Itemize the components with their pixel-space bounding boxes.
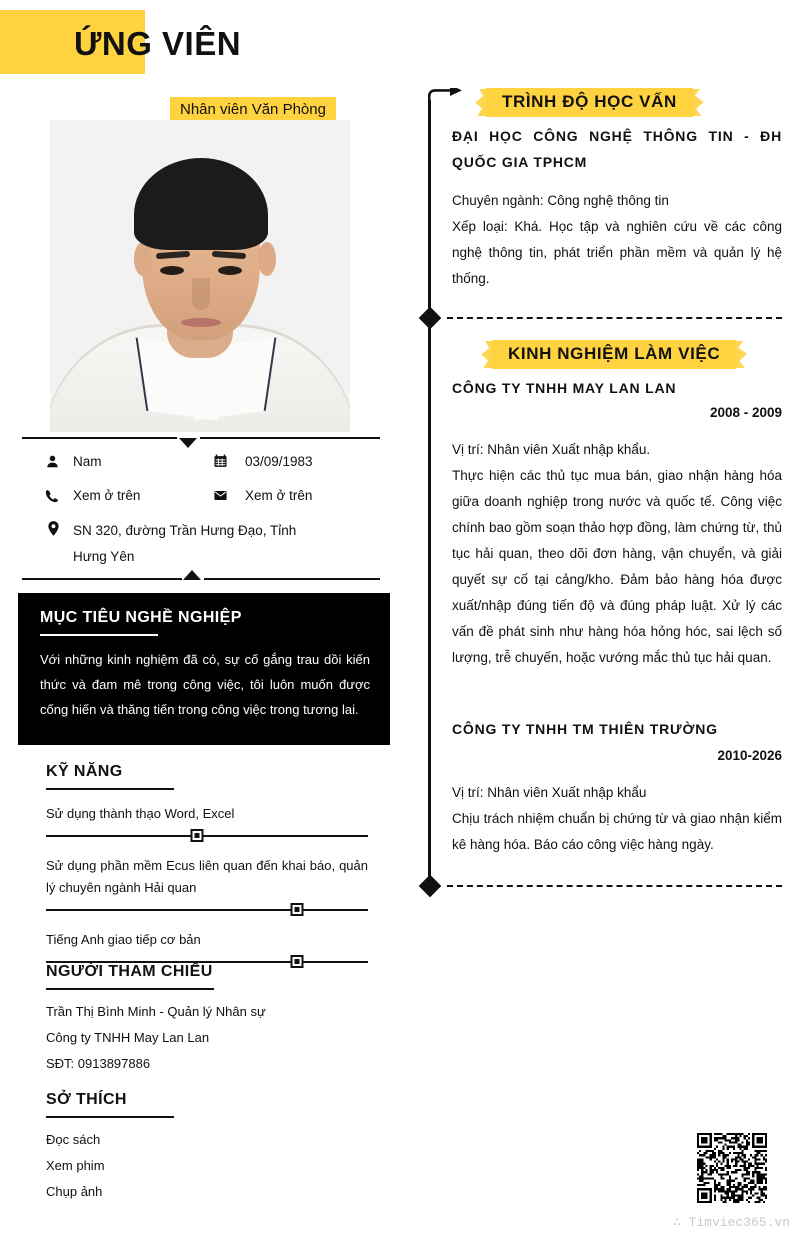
job-company-1: CÔNG TY TNHH TM THIÊN TRƯỜNG [452, 721, 718, 737]
job-position-1: Vị trí: Nhân viên Xuất nhập khẩu [452, 785, 647, 800]
hobbies-title: SỞ THÍCH [46, 1091, 127, 1108]
references-rule [46, 988, 214, 990]
contact-phone: Xem ở trên [73, 488, 141, 503]
skill-slider-0[interactable] [46, 829, 368, 843]
photo-ear-right [258, 242, 276, 276]
hobby-item-1: Xem phim [46, 1158, 105, 1173]
career-objective-text: Với những kinh nghiệm đã có, sự cố gắng trau dồi kiến thức và đam mê trong công việc, tôi luôn muốn được cống hiến và thăng tiến trong công việc trong tương lai. [40, 652, 370, 717]
career-objective-title: MỤC TIÊU NGHỀ NGHIỆP [40, 609, 242, 626]
job-period-0: 2008 - 2009 [709, 405, 782, 420]
reference-line-1: Công ty TNHH May Lan Lan [46, 1030, 210, 1045]
hobbies-rule [46, 1116, 174, 1118]
location-pin-icon [48, 521, 59, 536]
contact-divider-left [22, 437, 177, 439]
education-title: TRÌNH ĐỘ HỌC VẤN [486, 88, 693, 117]
timeline-marker-top [419, 307, 442, 330]
divider-caret-up-icon [183, 570, 201, 580]
photo-nose [192, 278, 210, 310]
job-company-0: CÔNG TY TNHH MAY LAN LAN [452, 380, 677, 396]
education-detail: Xếp loại: Khá. Học tập và nghiên cứu về các công nghệ thông tin, phát triển phần mềm và quản lý hệ thống. [452, 219, 782, 286]
timeline-axis [428, 100, 431, 890]
timeline-marker-bottom [419, 875, 442, 898]
contact-address: SN 320, đường Trần Hưng Đạo, Tỉnh Hưng Yên [73, 523, 297, 564]
experience-title: KINH NGHIỆM LÀM VIỆC [492, 340, 736, 369]
job-title-badge: Nhân viên Văn Phòng [170, 97, 336, 123]
divider-caret-down-icon [179, 438, 197, 448]
person-icon [46, 455, 59, 468]
skill-slider-1[interactable] [46, 903, 368, 917]
job-description-0: Thực hiện các thủ tục mua bán, giao nhận hàng hóa giữa doanh nghiệp trong nước và quốc tế. Công việc chính bao gồm soạn thảo hợp đồng, làm chứng từ, thủ tục hải quan, theo dõi đơn hàng, vận chuyển, và giải quyết sự cố tại cảng/kho. Đảm bảo hàng hóa được xuất/nhập đúng tiến độ và đúng pháp luật. Xử lý các vấn đề phát sinh như hàng hóa hỏng hóc, sai lệch số lượng, trễ chuyến, hoặc vướng mắc thủ tục hải quan. [452, 468, 782, 665]
hobbies-list [46, 1127, 376, 1205]
reference-line-2: SĐT: 0913897886 [46, 1056, 151, 1071]
career-objective-section [18, 593, 390, 745]
timeline-arrow-icon [428, 88, 464, 114]
contact-birthday: 03/09/1983 [245, 454, 313, 469]
skill-knob-1[interactable] [291, 903, 304, 916]
photo-eye-left [160, 266, 184, 275]
skill-label-2: Tiếng Anh giao tiếp cơ bản [46, 932, 201, 947]
reference-line-0: Trần Thị Bình Minh - Quản lý Nhân sự [46, 1004, 266, 1019]
objective-divider-right [204, 578, 380, 580]
photo-mouth [181, 318, 221, 327]
footer-brand: ∴ Timviec365.vn [672, 1215, 790, 1230]
skills-rule [46, 788, 174, 790]
qr-code-icon [697, 1133, 767, 1203]
references-title: NGƯỜI THAM CHIẾU [46, 963, 213, 980]
phone-icon [45, 489, 59, 503]
education-school: ĐẠI HỌC CÔNG NGHỆ THÔNG TIN - ĐH QUỐC GIA TPHCM [452, 128, 782, 170]
references-list [46, 999, 376, 1077]
job-position-0: Vị trí: Nhân viên Xuất nhập khẩu. [452, 442, 651, 457]
skill-track-1 [46, 909, 368, 911]
job-period-1: 2010-2026 [717, 748, 782, 763]
skill-track-0 [46, 835, 368, 837]
skill-label-0: Sử dụng thành thạo Word, Excel [46, 806, 235, 821]
photo-eye-right [218, 266, 242, 275]
skills-section [46, 763, 368, 981]
candidate-photo [50, 120, 350, 432]
contact-gender: Nam [73, 454, 102, 469]
contact-divider-right [200, 437, 380, 439]
skills-list [46, 803, 368, 969]
skill-label-1: Sử dụng phần mềm Ecus liên quan đến khai báo, quản lý chuyên ngành Hải quan [46, 858, 368, 895]
skill-knob-0[interactable] [191, 829, 204, 842]
hobby-item-2: Chụp ảnh [46, 1184, 103, 1199]
contact-email: Xem ở trên [245, 488, 313, 503]
career-objective-rule [40, 634, 158, 636]
references-section [46, 963, 376, 1077]
calendar-icon [214, 454, 227, 468]
timeline-dashed-bottom [447, 885, 782, 887]
hobby-item-0: Đọc sách [46, 1132, 101, 1147]
job-description-1: Chịu trách nhiệm chuẩn bị chứng từ và giao nhận kiểm kê hàng hóa. Báo cáo công việc hàng ngày. [452, 811, 782, 852]
page-title: ỨNG VIÊN [74, 25, 242, 62]
timeline-dashed-top [447, 317, 782, 319]
envelope-icon [214, 490, 227, 501]
education-major: Chuyên ngành: Công nghệ thông tin [452, 193, 669, 208]
skills-title: KỸ NĂNG [46, 763, 123, 780]
objective-divider-left [22, 578, 182, 580]
hobbies-section [46, 1091, 376, 1205]
